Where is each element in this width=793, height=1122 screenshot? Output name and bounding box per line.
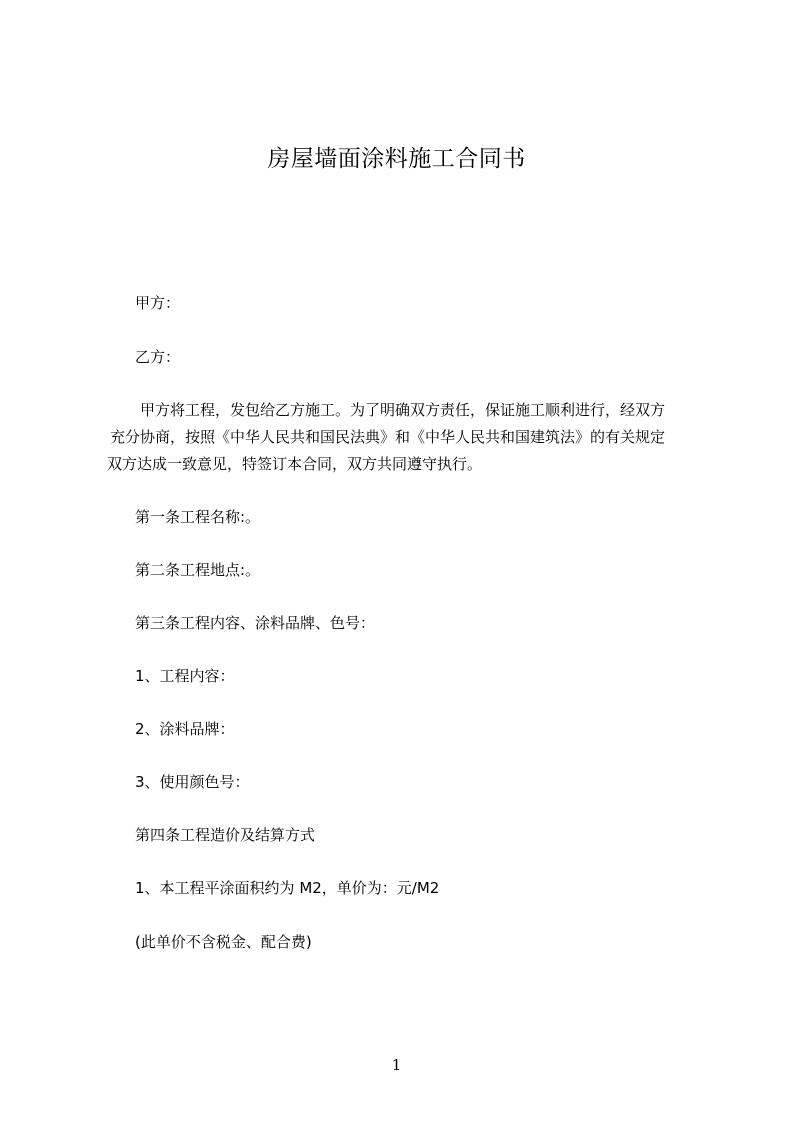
intro-line-1: 甲方将工程，发包给乙方施工。为了明确双方责任，保证施工顺利进行，经双方 <box>140 401 666 419</box>
party-a-label: 甲方： <box>135 294 181 312</box>
article-2: 第二条工程地点:。 <box>135 561 261 579</box>
document-title: 房屋墙面涂料施工合同书 <box>267 146 526 172</box>
price-note: (此单价不含税金、配合费) <box>135 933 312 951</box>
page-number: 1 <box>391 1056 402 1074</box>
article-3: 第三条工程内容、涂料品牌、色号： <box>135 614 376 632</box>
item-color: 3、使用颜色号： <box>135 773 250 791</box>
article-1: 第一条工程名称:。 <box>135 508 261 526</box>
intro-line-3: 双方达成一致意见，特签订本合同，双方共同遵守执行。 <box>107 455 483 473</box>
intro-paragraph <box>107 397 707 478</box>
intro-line-2: 充分协商，按照《中华人民共和国民法典》和《中华人民共和国建筑法》的有关规定 <box>110 428 666 446</box>
article-4: 第四条工程造价及结算方式 <box>135 826 316 844</box>
party-b-label: 乙方： <box>135 348 181 366</box>
item-brand: 2、涂料品牌： <box>135 720 235 738</box>
item-content: 1、工程内容： <box>135 667 235 685</box>
price-line: 1、本工程平涂面积约为 M2，单价为：元/M2 <box>135 879 440 897</box>
